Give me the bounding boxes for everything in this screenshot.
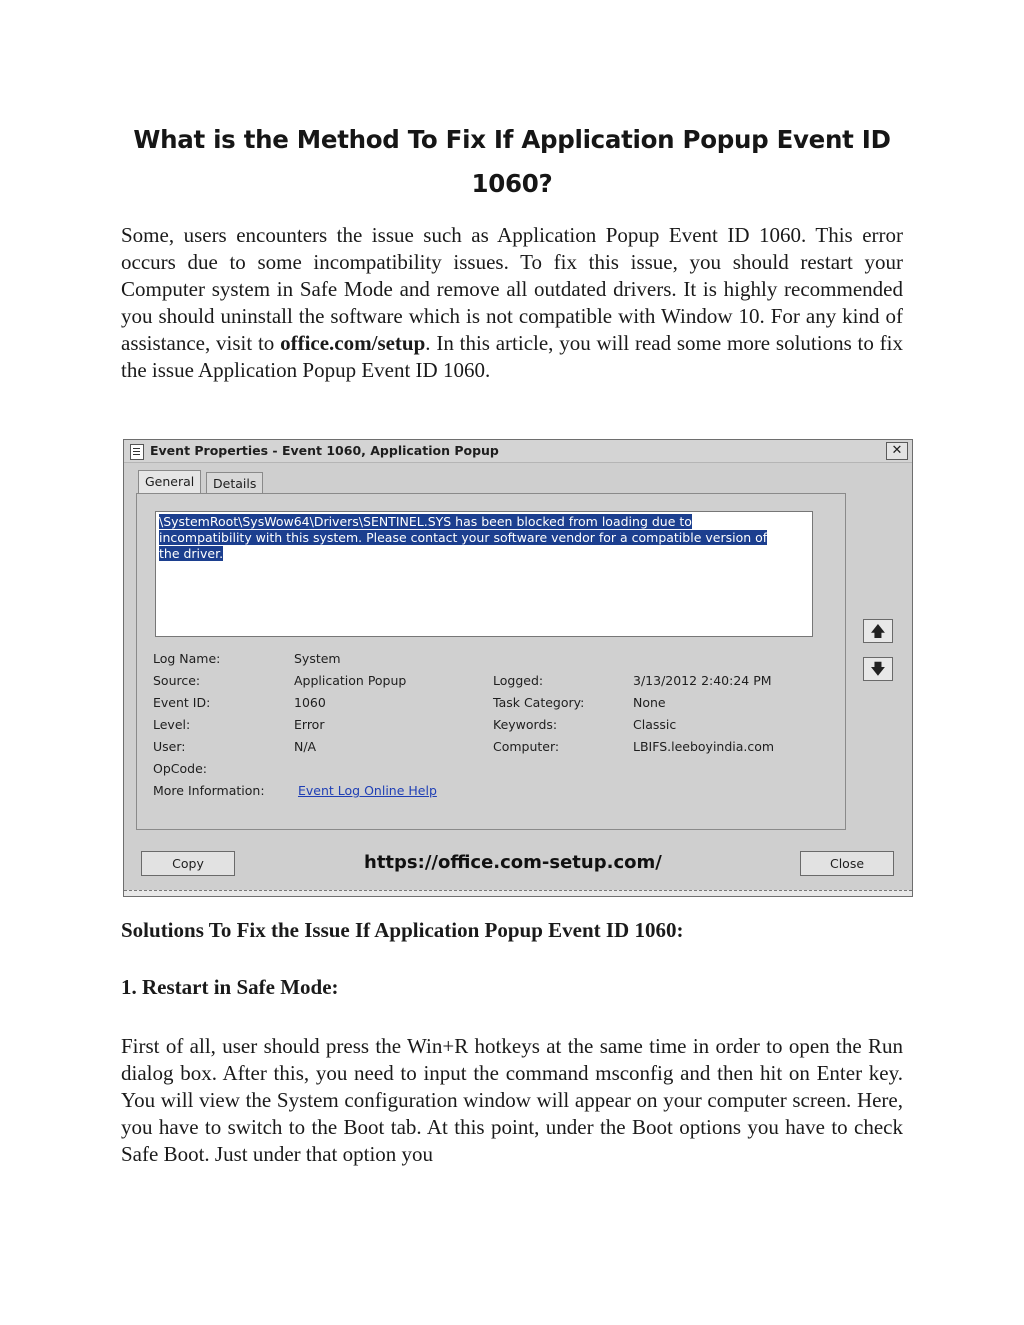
task-category-label: Task Category:: [493, 695, 585, 710]
tab-details[interactable]: Details: [206, 472, 263, 494]
level-label: Level:: [153, 717, 191, 732]
next-event-button[interactable]: [863, 657, 893, 681]
event-properties-screenshot: [123, 439, 913, 897]
user-label: User:: [153, 739, 186, 754]
opcode-label: OpCode:: [153, 761, 207, 776]
page-title: [120, 118, 904, 206]
message-line-1: \SystemRoot\SysWow64\Drivers\SENTINEL.SYS has been blocked from loading due to: [159, 514, 692, 529]
more-info-label: More Information:: [153, 783, 265, 798]
user-value: N/A: [294, 739, 317, 754]
solutions-heading: Solutions To Fix the Issue If Application Popup Event ID 1060:: [121, 918, 684, 942]
step-1-heading: 1. Restart in Safe Mode:: [121, 975, 339, 999]
event-message-box[interactable]: [155, 511, 813, 637]
keywords-value: Classic: [633, 717, 677, 732]
previous-event-button[interactable]: [863, 619, 893, 643]
close-button[interactable]: Close: [800, 851, 894, 876]
step-1-paragraph: First of all, user should press the Win+R hotkeys at the same time in order to open the Run dialog box. After this, you need to input the command msconfig and then hit on Enter key. You will view the System configuration window will appear on your computer screen. Here, you have to switch to the Boot tab. At this point, under the Boot options you have to check Safe Boot. Just under that option you: [121, 1034, 903, 1166]
tab-general[interactable]: General: [138, 470, 201, 495]
intro-text-end: . In this article, you will read some more solutions to fix the issue Application Popup Event ID 1060.: [121, 331, 903, 382]
level-value: Error: [294, 717, 325, 732]
intro-paragraph: [121, 222, 903, 384]
arrow-down-icon: 🡇: [870, 660, 886, 678]
cropped-edge: [124, 890, 912, 896]
title-line-1: What is the Method To Fix If Application Popup Event ID: [133, 125, 891, 154]
task-category-value: None: [633, 695, 666, 710]
log-name-value: System: [294, 651, 341, 666]
logged-label: Logged:: [493, 673, 544, 688]
event-id-label: Event ID:: [153, 695, 211, 710]
dialog-titlebar: [124, 440, 912, 463]
computer-value: LBIFS.leeboyindia.com: [633, 739, 775, 754]
copy-button[interactable]: Copy: [141, 851, 235, 876]
source-label: Source:: [153, 673, 201, 688]
event-log-help-link[interactable]: Event Log Online Help: [298, 783, 437, 798]
watermark-url: https://office.com-setup.com/: [364, 852, 662, 873]
dialog-title: Event Properties - Event 1060, Application Popup: [150, 443, 499, 458]
event-id-value: 1060: [294, 695, 326, 710]
office-setup-link[interactable]: office.com/setup: [280, 331, 426, 355]
logged-value: 3/13/2012 2:40:24 PM: [633, 673, 772, 688]
title-line-2: 1060?: [471, 169, 553, 198]
close-icon[interactable]: ✕: [886, 442, 908, 460]
general-panel: [136, 493, 846, 830]
log-name-label: Log Name:: [153, 651, 221, 666]
arrow-up-icon: 🡅: [870, 622, 886, 640]
source-value: Application Popup: [294, 673, 407, 688]
keywords-label: Keywords:: [493, 717, 558, 732]
intro-text: Some, users encounters the issue such as Application Popup Event ID 1060. This error occurs due to some incompatibility issues. To fix this issue, you should restart your Computer system in Safe Mode and remove all outdated drivers. It is highly recommended you should uninstall the software which is not compatible with Window 10. For any kind of assistance, visit to: [121, 223, 903, 355]
message-line-3: the driver.: [159, 546, 224, 561]
event-viewer-icon: [130, 444, 144, 460]
computer-label: Computer:: [493, 739, 560, 754]
message-line-2: incompatibility with this system. Please contact your software vendor for a compatible version of: [159, 530, 768, 545]
